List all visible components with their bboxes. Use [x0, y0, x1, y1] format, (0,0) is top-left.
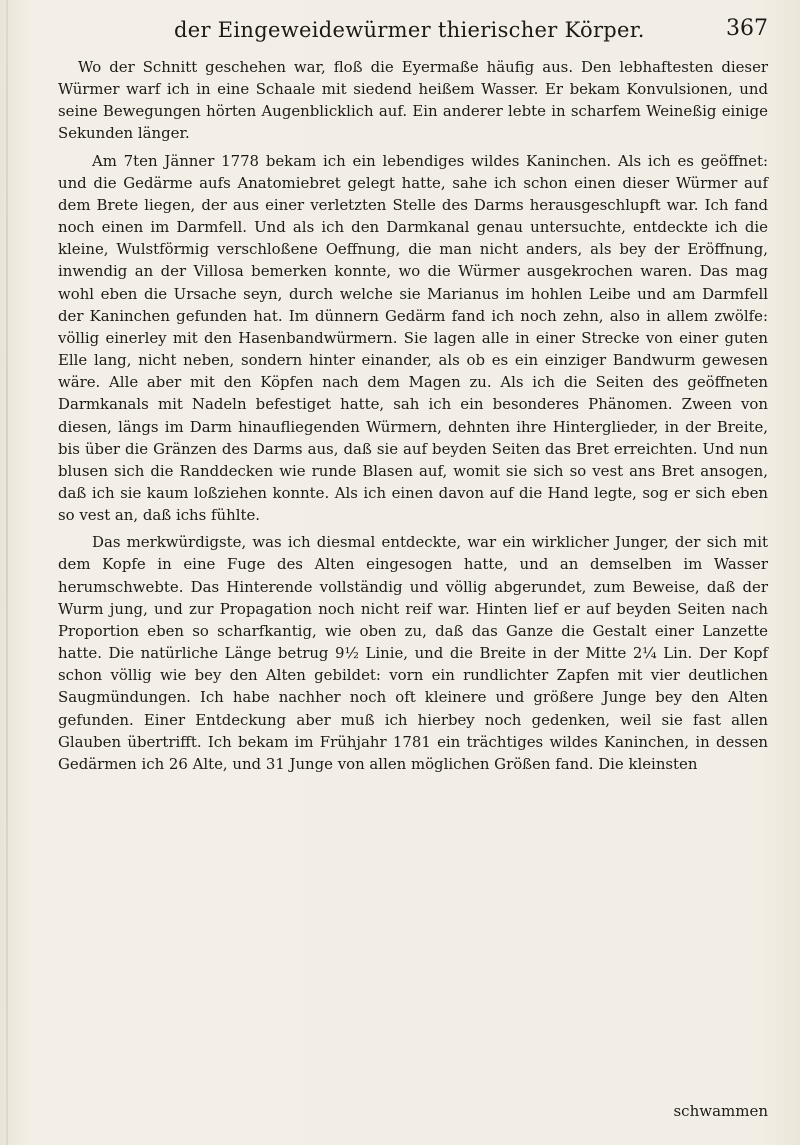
running-title: der Eingeweidewürmer thierischer Körper. — [174, 18, 645, 42]
catchword: schwammen — [673, 1102, 768, 1120]
page-gutter — [6, 0, 8, 1145]
body-text — [58, 56, 768, 780]
page-header — [52, 10, 768, 46]
paragraph-2: Am 7ten Jänner 1778 bekam ich ein lebendiges wildes Kaninchen. Als ich es geöffnet: und die Gedärme aufs Anatomiebret gelegt hatte, sahe ich schon einen dieser Würmer auf dem Brete liegen, der aus einer verletzten Stelle des Darms herausgeschlupft war. Ich fand noch einen im Darmfell. Und als ich den Darmkanal genau untersuchte, entdeckte ich die kleine, Wulstförmig verschloßene Oeffnung, die man nicht anders, als bey der Eröffnung, inwendig an der Villosa bemerken konnte, wo die Würmer ausgekrochen waren. Das mag wohl eben die Ursache seyn, durch welche sie Marianus im hohlen Leibe und am Darmfell der Kaninchen gefunden hat. Im dünnern Gedärm fand ich noch zehn, also in allem zwölfe: völlig einerley mit den Hasenbandwürmern. Sie lagen alle in einer Strecke von einer guten Elle lang, nicht neben, sondern hinter einander, als ob es ein einziger Bandwurm gewesen wäre. Alle aber mit den Köpfen nach dem Magen zu. Als ich die Seiten des geöffneten Darmkanals mit Nadeln befestiget hatte, sah ich ein besonderes Phänomen. Zween von diesen, längs im Darm hinaufliegenden Würmern, dehnten ihre Hinterglieder, in der Breite, bis über die Gränzen des Darms aus, daß sie auf beyden Seiten das Bret erreichten. Und nun blusen sich die Randdecken wie runde Blasen auf, womit sie sich so vest ans Bret ansogen, daß ich sie kaum loßziehen konnte. Als ich einen davon auf die Hand legte, sog er sich eben so vest an, daß ichs fühlte. — [58, 151, 768, 525]
paragraph-3: Das merkwürdigste, was ich diesmal entdeckte, war ein wirklicher Junger, der sich mit dem Kopfe in eine Fuge des Alten eingesogen hatte, und an demselben im Wasser herumschwebte. Das Hinterende vollständig und völlig abgerundet, zum Beweise, daß der Wurm jung, und zur Propagation noch nicht reif war. Hinten lief er auf beyden Seiten nach Proportion eben so scharfkantig, wie oben zu, daß das Ganze die Gestalt einer Lanzette hatte. Die natürliche Länge betrug 9½ Linie, und die Breite in der Mitte 2¼ Lin. Der Kopf schon völlig wie bey den Alten gebildet: vorn ein rundlichter Zapfen mit vier deutlichen Saugmündungen. Ich habe nachher noch oft kleinere und größere Junge bey den Alten gefunden. Einer Entdeckung aber muß ich hierbey noch gedenken, weil sie fast allen Glauben übertrifft. Ich bekam im Frühjahr 1781 ein trächtiges wildes Kaninchen, in dessen Gedärmen ich 26 Alte, und 31 Junge von allen möglichen Größen fand. Die kleinsten — [58, 533, 768, 773]
page-number: 367 — [726, 16, 768, 41]
paragraph-1: Wo der Schnitt geschehen war, floß die Eyermaße häufig aus. Den lebhaftesten dieser Würmer warf ich in eine Schaale mit siedend heißem Wasser. Er bekam Konvulsionen, und seine Bewegungen hörten Augenblicklich auf. Ein anderer lebte in scharfem Weineßig einige Sekunden länger. — [58, 58, 768, 143]
